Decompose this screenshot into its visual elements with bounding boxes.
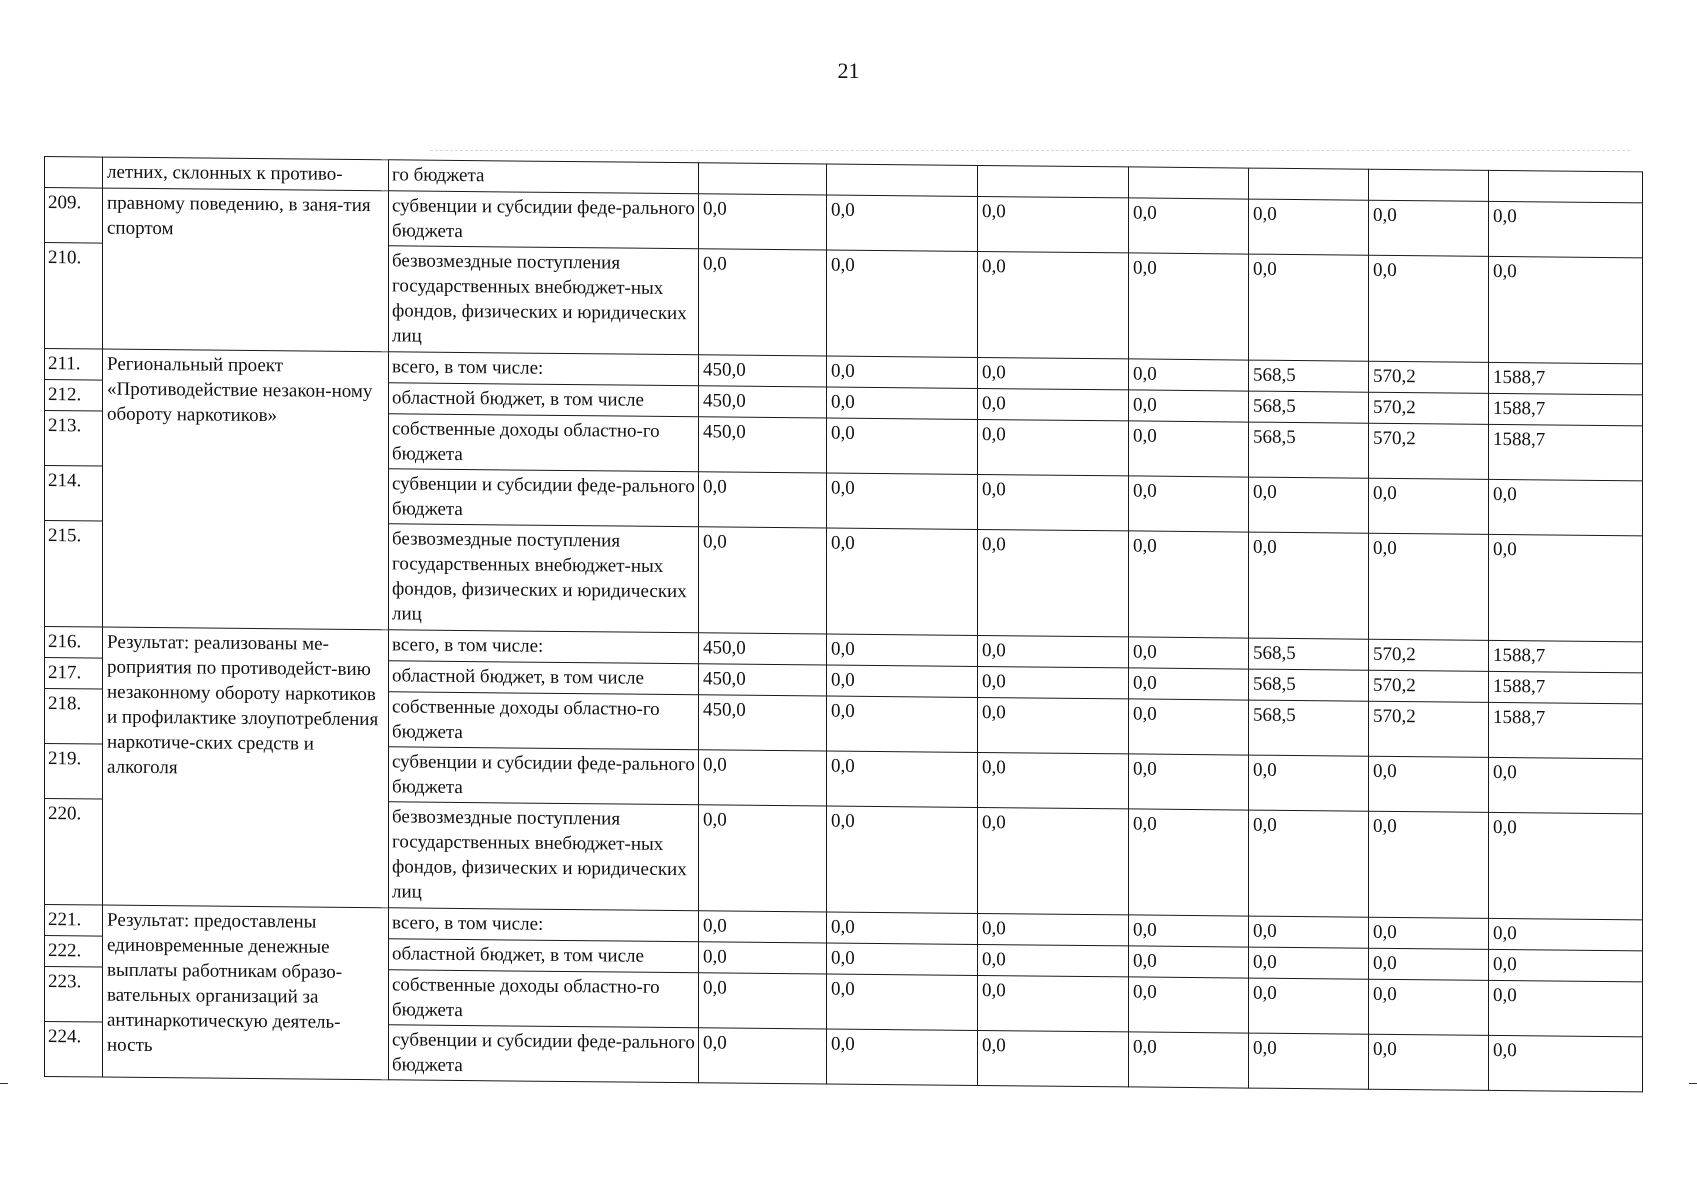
source-cell: всего, в том числе: bbox=[389, 630, 699, 664]
value-cell: 0,0 bbox=[978, 666, 1129, 698]
value-cell: 0,0 bbox=[1249, 1033, 1369, 1089]
value-cell: 568,5 bbox=[1249, 360, 1369, 392]
right-edge-mark bbox=[1689, 1083, 1697, 1084]
value-cell: 0,0 bbox=[699, 942, 827, 974]
item-name-cell: Результат: предоставлены единовременные денежные выплаты работникам образо-вательных организаций за антинаркотическую деятель-ность bbox=[103, 905, 389, 1080]
value-cell: 0,0 bbox=[827, 418, 978, 474]
value-cell: 0,0 bbox=[699, 249, 827, 356]
source-cell: субвенции и субсидии феде-рального бюджета bbox=[389, 1025, 699, 1083]
value-cell: 0,0 bbox=[699, 1028, 827, 1084]
row-index: 212. bbox=[45, 380, 103, 412]
value-cell: 0,0 bbox=[827, 356, 978, 388]
row-index: 222. bbox=[45, 936, 103, 968]
value-cell: 0,0 bbox=[1129, 253, 1249, 360]
value-cell: 1588,7 bbox=[1489, 702, 1643, 758]
value-cell: 0,0 bbox=[699, 472, 827, 528]
value-cell: 0,0 bbox=[1489, 201, 1643, 257]
table-body bbox=[45, 157, 1643, 1092]
item-name-cell: Региональный проект «Противодействие незакон-ному обороту наркотиков» bbox=[103, 349, 389, 630]
source-cell: всего, в том числе: bbox=[389, 908, 699, 942]
value-cell: 0,0 bbox=[978, 752, 1129, 808]
value-cell: 0,0 bbox=[1249, 810, 1369, 917]
row-index: 218. bbox=[45, 689, 103, 745]
value-cell: 0,0 bbox=[827, 974, 978, 1030]
value-cell bbox=[699, 163, 827, 195]
value-cell: 0,0 bbox=[978, 1030, 1129, 1086]
value-cell: 0,0 bbox=[1129, 476, 1249, 532]
value-cell: 0,0 bbox=[827, 665, 978, 697]
value-cell: 0,0 bbox=[827, 387, 978, 419]
row-index: 215. bbox=[45, 521, 103, 628]
value-cell: 0,0 bbox=[978, 419, 1129, 475]
row-index: 219. bbox=[45, 744, 103, 800]
source-cell: безвозмездные поступления государственных внебюджет-ных фондов, физических и юридических лиц bbox=[389, 246, 699, 355]
value-cell: 1588,7 bbox=[1489, 671, 1643, 703]
value-cell: 1588,7 bbox=[1489, 393, 1643, 425]
value-cell: 0,0 bbox=[1369, 948, 1489, 980]
value-cell: 0,0 bbox=[827, 696, 978, 752]
value-cell: 0,0 bbox=[827, 195, 978, 251]
value-cell: 0,0 bbox=[699, 194, 827, 250]
source-cell: собственные доходы областно-го бюджета bbox=[389, 970, 699, 1028]
value-cell bbox=[1489, 170, 1643, 202]
faint-rule bbox=[430, 150, 1630, 151]
row-index: 220. bbox=[45, 799, 103, 906]
page-number: 21 bbox=[837, 58, 860, 83]
value-cell: 450,0 bbox=[699, 417, 827, 473]
value-cell: 0,0 bbox=[978, 357, 1129, 389]
row-index: 210. bbox=[45, 243, 103, 350]
value-cell: 0,0 bbox=[1129, 359, 1249, 391]
source-cell: субвенции и субсидии феде-рального бюджета bbox=[389, 747, 699, 805]
value-cell: 568,5 bbox=[1249, 391, 1369, 423]
value-cell: 0,0 bbox=[1489, 479, 1643, 535]
value-cell: 0,0 bbox=[1129, 1032, 1249, 1088]
value-cell: 568,5 bbox=[1249, 669, 1369, 701]
item-name-cell: летних, склонных к противо- bbox=[103, 157, 389, 191]
row-index: 213. bbox=[45, 411, 103, 467]
item-name-cell: правному поведению, в заня-тия спортом bbox=[103, 188, 389, 352]
value-cell: 450,0 bbox=[699, 355, 827, 387]
value-cell: 0,0 bbox=[978, 807, 1129, 914]
row-index: 217. bbox=[45, 658, 103, 690]
value-cell: 0,0 bbox=[978, 388, 1129, 420]
row-index: 216. bbox=[45, 627, 103, 659]
value-cell: 0,0 bbox=[1129, 668, 1249, 700]
value-cell bbox=[1129, 167, 1249, 199]
value-cell: 0,0 bbox=[1249, 477, 1369, 533]
value-cell: 0,0 bbox=[827, 806, 978, 913]
value-cell: 450,0 bbox=[699, 386, 827, 418]
value-cell: 568,5 bbox=[1249, 700, 1369, 756]
value-cell: 570,2 bbox=[1369, 639, 1489, 671]
value-cell: 0,0 bbox=[1369, 533, 1489, 640]
value-cell: 1588,7 bbox=[1489, 362, 1643, 394]
value-cell: 570,2 bbox=[1369, 701, 1489, 757]
value-cell: 0,0 bbox=[1129, 390, 1249, 422]
value-cell: 0,0 bbox=[1129, 637, 1249, 669]
value-cell: 1588,7 bbox=[1489, 640, 1643, 672]
value-cell: 450,0 bbox=[699, 664, 827, 696]
value-cell: 1588,7 bbox=[1489, 424, 1643, 480]
value-cell: 0,0 bbox=[1129, 915, 1249, 947]
row-index: 209. bbox=[45, 188, 103, 244]
value-cell: 570,2 bbox=[1369, 361, 1489, 393]
source-cell: субвенции и субсидии феде-рального бюджета bbox=[389, 191, 699, 249]
value-cell bbox=[978, 165, 1129, 197]
value-cell: 0,0 bbox=[1489, 256, 1643, 363]
value-cell: 0,0 bbox=[1489, 949, 1643, 981]
value-cell: 568,5 bbox=[1249, 422, 1369, 478]
value-cell: 0,0 bbox=[1369, 255, 1489, 362]
row-index: 224. bbox=[45, 1022, 103, 1078]
value-cell: 0,0 bbox=[978, 697, 1129, 753]
value-cell: 0,0 bbox=[827, 943, 978, 975]
row-index: 223. bbox=[45, 967, 103, 1023]
row-index: 214. bbox=[45, 466, 103, 522]
row-index: 211. bbox=[45, 349, 103, 381]
value-cell: 0,0 bbox=[827, 912, 978, 944]
value-cell: 0,0 bbox=[978, 944, 1129, 976]
value-cell: 450,0 bbox=[699, 695, 827, 751]
source-cell: собственные доходы областно-го бюджета bbox=[389, 414, 699, 472]
row-index: 221. bbox=[45, 905, 103, 937]
source-cell: субвенции и субсидии феде-рального бюджета bbox=[389, 469, 699, 527]
value-cell: 0,0 bbox=[1489, 757, 1643, 813]
value-cell: 0,0 bbox=[827, 751, 978, 807]
value-cell: 570,2 bbox=[1369, 392, 1489, 424]
source-cell: собственные доходы областно-го бюджета bbox=[389, 692, 699, 750]
value-cell: 0,0 bbox=[1249, 916, 1369, 948]
value-cell: 0,0 bbox=[1369, 756, 1489, 812]
value-cell: 0,0 bbox=[1369, 1034, 1489, 1090]
value-cell: 0,0 bbox=[978, 251, 1129, 358]
value-cell: 0,0 bbox=[827, 1029, 978, 1085]
source-cell: го бюджета bbox=[389, 160, 699, 194]
value-cell: 0,0 bbox=[1129, 977, 1249, 1033]
value-cell: 0,0 bbox=[978, 196, 1129, 252]
value-cell: 0,0 bbox=[1129, 421, 1249, 477]
source-cell: областной бюджет, в том числе bbox=[389, 939, 699, 973]
value-cell: 0,0 bbox=[1489, 534, 1643, 641]
value-cell bbox=[827, 164, 978, 196]
value-cell bbox=[1249, 168, 1369, 200]
budget-table bbox=[44, 156, 1643, 1092]
value-cell: 0,0 bbox=[1489, 980, 1643, 1036]
value-cell: 0,0 bbox=[1129, 198, 1249, 254]
value-cell: 0,0 bbox=[1249, 978, 1369, 1034]
left-edge-mark bbox=[0, 1083, 8, 1084]
value-cell: 0,0 bbox=[1129, 754, 1249, 810]
value-cell: 570,2 bbox=[1369, 423, 1489, 479]
value-cell: 0,0 bbox=[1249, 254, 1369, 361]
value-cell: 0,0 bbox=[827, 634, 978, 666]
value-cell: 0,0 bbox=[1249, 947, 1369, 979]
value-cell: 0,0 bbox=[1489, 812, 1643, 919]
value-cell: 450,0 bbox=[699, 633, 827, 665]
value-cell: 0,0 bbox=[1249, 199, 1369, 255]
value-cell: 0,0 bbox=[1129, 531, 1249, 638]
source-cell: безвозмездные поступления государственных внебюджет-ных фондов, физических и юридических лиц bbox=[389, 802, 699, 911]
value-cell: 0,0 bbox=[1369, 200, 1489, 256]
value-cell: 0,0 bbox=[827, 473, 978, 529]
value-cell bbox=[1369, 169, 1489, 201]
value-cell: 0,0 bbox=[699, 973, 827, 1029]
value-cell: 0,0 bbox=[1489, 1035, 1643, 1091]
value-cell: 0,0 bbox=[978, 529, 1129, 636]
source-cell: всего, в том числе: bbox=[389, 352, 699, 386]
item-name-cell: Результат: реализованы ме-роприятия по противодейст-вию незаконному обороту наркотиков и профилактике злоупотребления наркотиче-ских средств и алкоголя bbox=[103, 627, 389, 908]
value-cell: 0,0 bbox=[1369, 478, 1489, 534]
value-cell: 0,0 bbox=[1489, 918, 1643, 950]
value-cell: 0,0 bbox=[827, 528, 978, 635]
value-cell: 0,0 bbox=[978, 975, 1129, 1031]
value-cell: 0,0 bbox=[978, 474, 1129, 530]
value-cell: 0,0 bbox=[699, 527, 827, 634]
source-cell: безвозмездные поступления государственных внебюджет-ных фондов, физических и юридических лиц bbox=[389, 524, 699, 633]
source-cell: областной бюджет, в том числе bbox=[389, 661, 699, 695]
value-cell: 0,0 bbox=[827, 250, 978, 357]
value-cell: 0,0 bbox=[1249, 532, 1369, 639]
value-cell: 570,2 bbox=[1369, 670, 1489, 702]
value-cell: 0,0 bbox=[1129, 699, 1249, 755]
value-cell: 0,0 bbox=[1129, 809, 1249, 916]
value-cell: 0,0 bbox=[1249, 755, 1369, 811]
value-cell: 0,0 bbox=[1369, 917, 1489, 949]
value-cell: 568,5 bbox=[1249, 638, 1369, 670]
value-cell: 0,0 bbox=[699, 750, 827, 806]
value-cell: 0,0 bbox=[1369, 811, 1489, 918]
source-cell: областной бюджет, в том числе bbox=[389, 383, 699, 417]
value-cell: 0,0 bbox=[699, 911, 827, 943]
value-cell: 0,0 bbox=[978, 635, 1129, 667]
value-cell: 0,0 bbox=[1369, 979, 1489, 1035]
value-cell: 0,0 bbox=[699, 805, 827, 912]
value-cell: 0,0 bbox=[978, 913, 1129, 945]
value-cell: 0,0 bbox=[1129, 946, 1249, 978]
row-index bbox=[45, 157, 103, 189]
